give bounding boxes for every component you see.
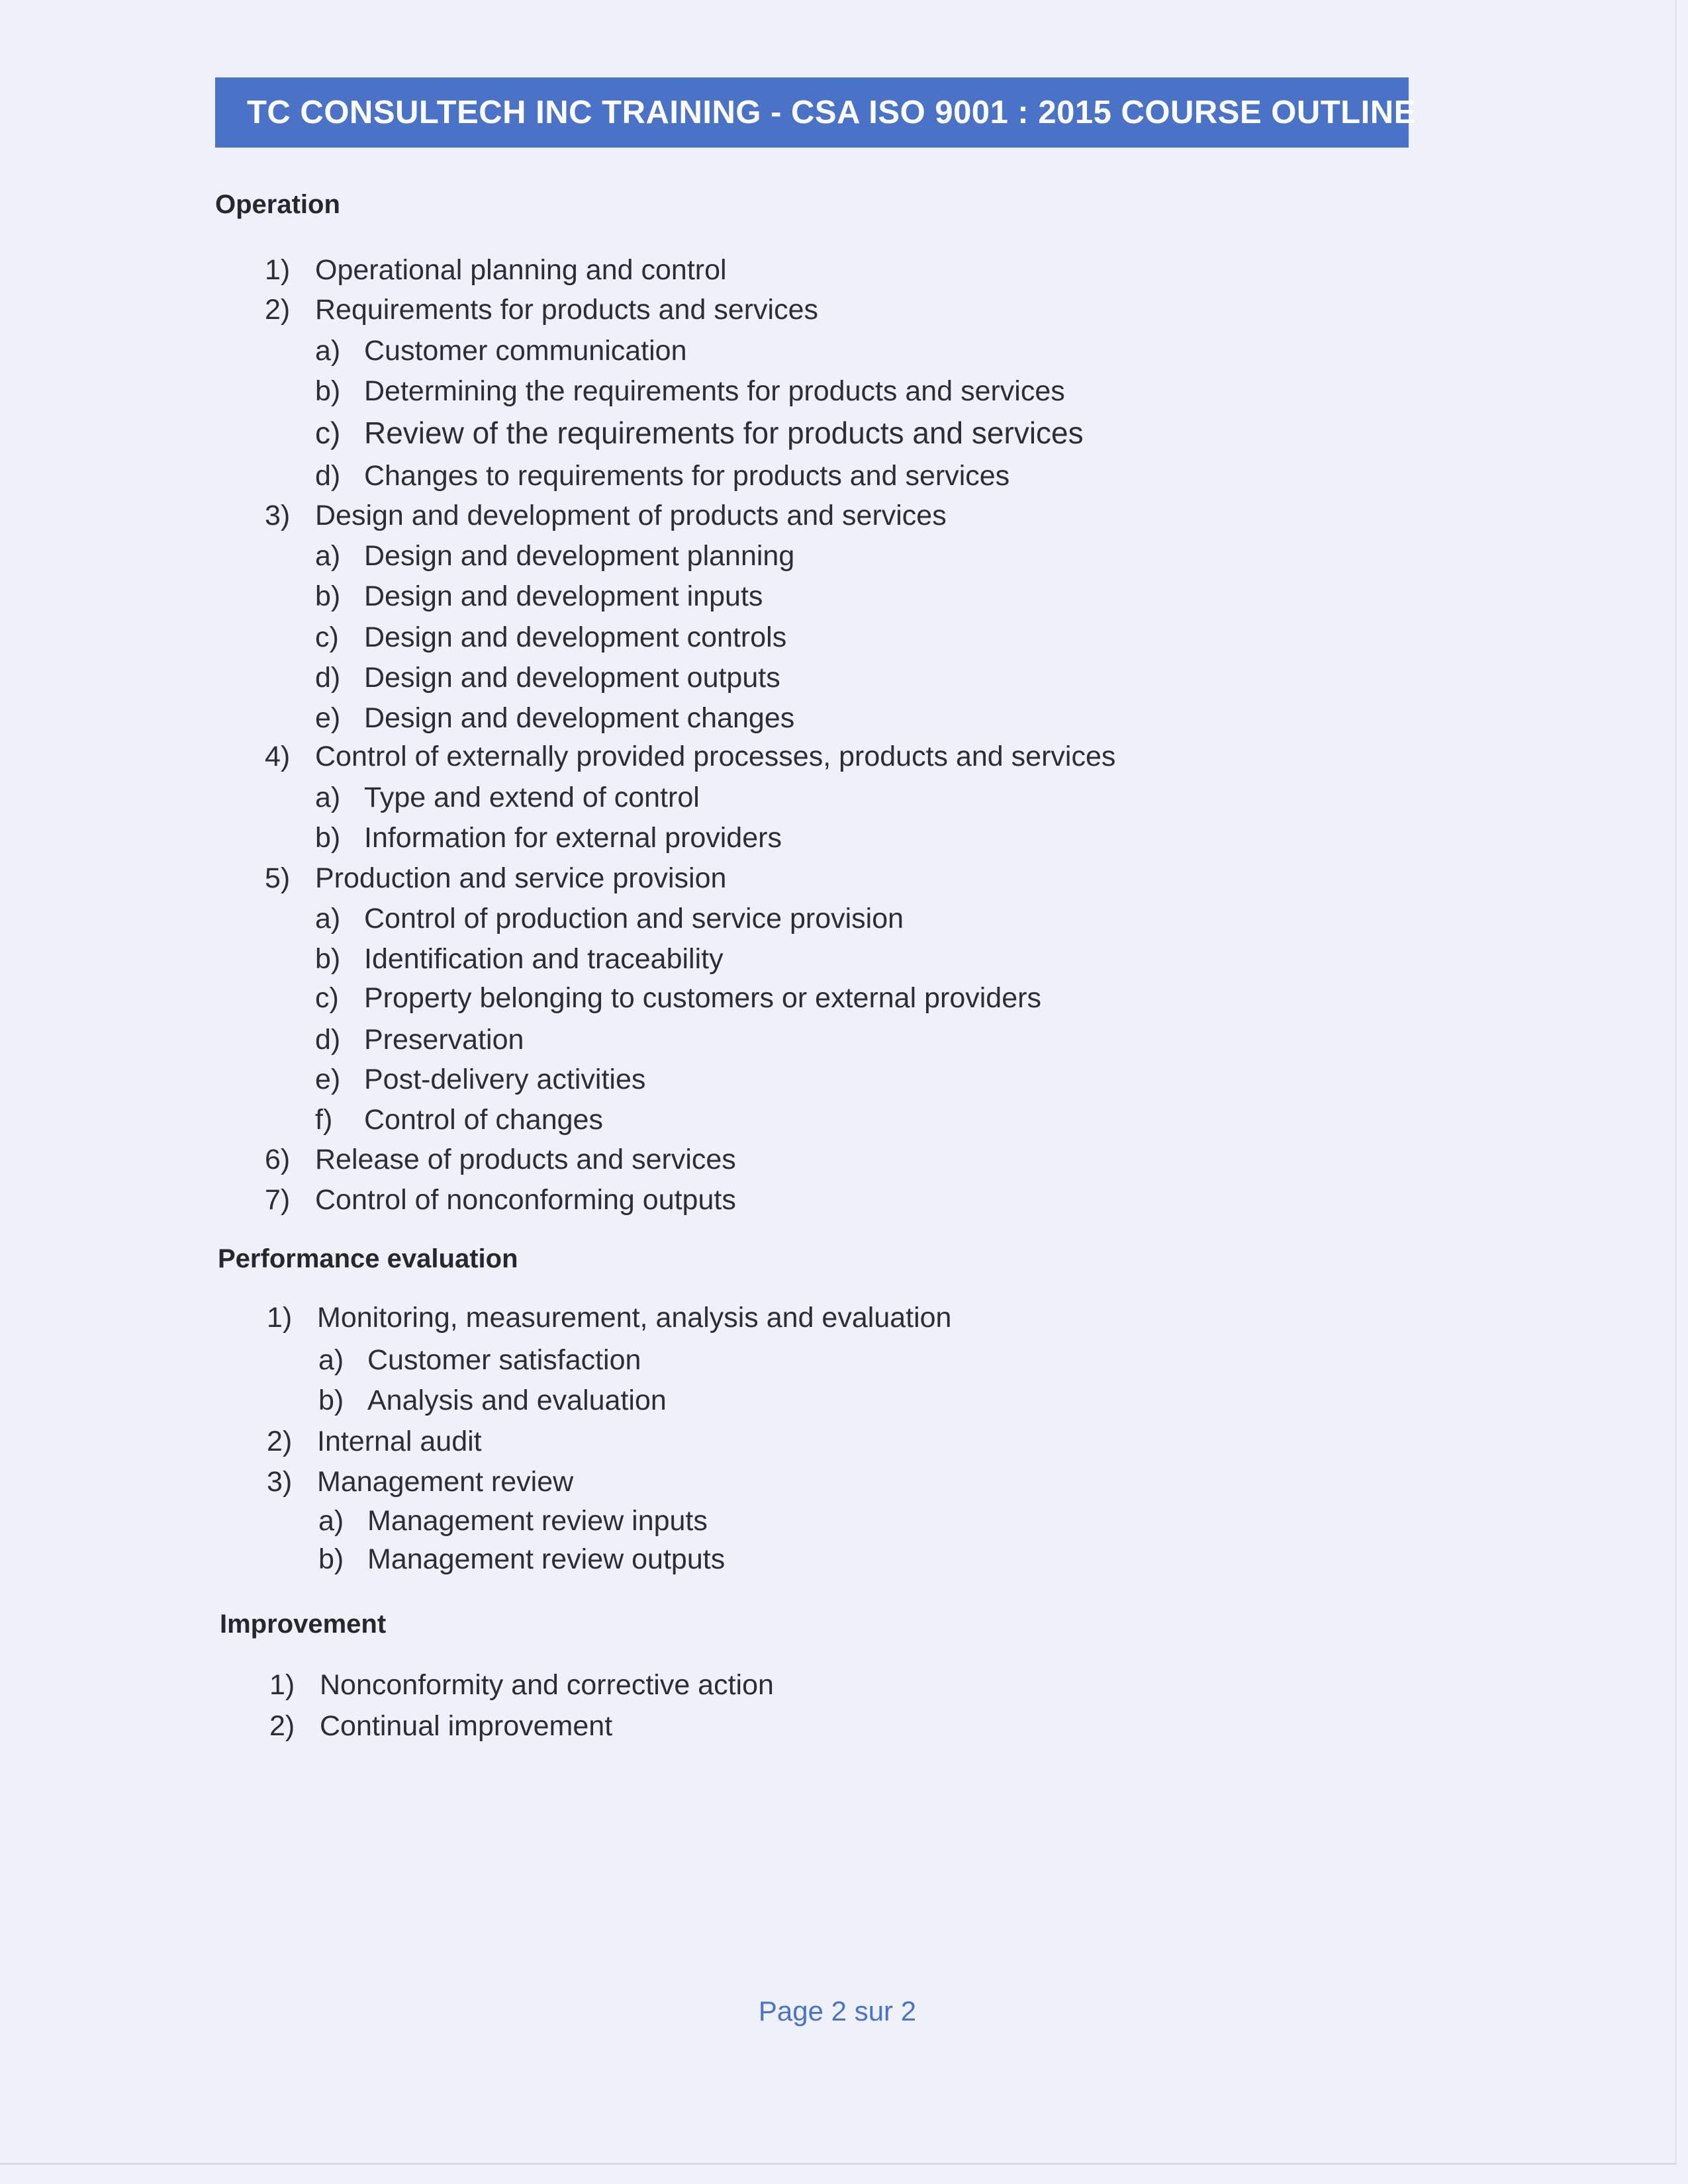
item-text: Management review (317, 1466, 574, 1498)
item-letter: d) (315, 662, 341, 694)
list-subitem (315, 780, 700, 815)
item-text: Determining the requirements for products and services (364, 375, 1065, 407)
item-text: Control of nonconforming outputs (315, 1184, 736, 1216)
item-text: Design and development of products and services (315, 500, 947, 531)
list-item (265, 293, 818, 327)
item-letter: b) (318, 1543, 344, 1575)
list-item (265, 861, 726, 895)
list-subitem (315, 660, 780, 695)
item-letter: e) (315, 702, 341, 734)
item-letter: a) (315, 903, 341, 934)
item-text: Monitoring, measurement, analysis and evaluation (317, 1302, 952, 1334)
list-subitem (315, 1023, 524, 1057)
list-subitem (315, 942, 724, 976)
item-text: Continual improvement (320, 1710, 613, 1742)
item-text: Design and development planning (364, 540, 795, 572)
item-letter: d) (315, 460, 341, 492)
item-number: 1) (265, 254, 291, 286)
item-text: Design and development outputs (364, 662, 780, 694)
list-item (265, 253, 727, 287)
item-text: Analysis and evaluation (367, 1385, 667, 1416)
list-subitem (315, 1103, 603, 1137)
list-item (265, 1183, 736, 1217)
list-subitem (318, 1504, 708, 1538)
item-number: 3) (267, 1466, 293, 1498)
item-number: 4) (265, 741, 291, 772)
list-item (269, 1709, 612, 1743)
item-letter: a) (315, 782, 341, 813)
page-number: Page 2 sur 2 (758, 1995, 917, 2026)
item-letter: a) (315, 540, 341, 572)
item-text: Identification and traceability (364, 943, 724, 975)
item-letter: a) (318, 1505, 344, 1537)
list-item (267, 1424, 482, 1459)
item-letter: c) (315, 621, 339, 653)
list-subitem (318, 1343, 641, 1377)
list-item (265, 739, 1115, 774)
item-letter: a) (318, 1344, 344, 1376)
list-subitem (315, 539, 794, 573)
item-text: Type and extend of control (364, 782, 700, 813)
item-text: Design and development inputs (364, 580, 763, 612)
item-text: Property belonging to customers or external providers (364, 982, 1041, 1014)
list-subitem (315, 620, 786, 655)
item-text: Operational planning and control (315, 254, 727, 286)
item-text: Preservation (364, 1024, 524, 1056)
list-item (267, 1465, 573, 1499)
item-text: Customer satisfaction (367, 1344, 641, 1376)
item-letter: c) (315, 982, 339, 1014)
item-letter: a) (315, 335, 341, 367)
item-letter: c) (315, 416, 341, 450)
list-subitem (315, 981, 1041, 1015)
section-heading-operation: Operation (215, 190, 340, 219)
item-letter: b) (315, 822, 341, 854)
item-text: Control of production and service provision (364, 903, 904, 934)
list-subitem (315, 416, 1084, 450)
list-item (265, 1142, 736, 1177)
list-item (267, 1300, 951, 1335)
item-text: Management review inputs (367, 1505, 708, 1537)
item-letter: e) (315, 1064, 341, 1095)
item-text: Nonconformity and corrective action (320, 1669, 774, 1701)
item-text: Post-delivery activities (364, 1064, 646, 1095)
header-banner (215, 77, 1416, 148)
list-subitem (318, 1542, 725, 1576)
list-subitem (315, 821, 782, 855)
item-number: 1) (267, 1302, 293, 1334)
list-subitem (315, 374, 1065, 408)
item-number: 2) (267, 1426, 293, 1457)
item-letter: b) (315, 943, 341, 975)
item-number: 2) (265, 294, 291, 326)
item-text: Design and development changes (364, 702, 795, 734)
item-text: Management review outputs (367, 1543, 726, 1575)
section-heading-improvement: Improvement (220, 1610, 387, 1639)
item-number: 5) (265, 862, 291, 894)
item-text: Requirements for products and services (315, 294, 819, 326)
item-text: Review of the requirements for products and services (364, 416, 1084, 450)
item-number: 2) (269, 1710, 295, 1742)
item-letter: b) (315, 375, 341, 407)
list-subitem (318, 1383, 667, 1418)
item-letter: b) (318, 1385, 344, 1416)
list-subitem (315, 701, 794, 735)
item-letter: f) (315, 1104, 333, 1136)
list-subitem (315, 334, 687, 368)
item-text: Design and development controls (364, 621, 787, 653)
list-subitem (315, 1062, 645, 1097)
list-item (269, 1668, 774, 1702)
item-letter: b) (315, 580, 341, 612)
item-text: Customer communication (364, 335, 687, 367)
item-text: Production and service provision (315, 862, 727, 894)
item-text: Release of products and services (315, 1144, 736, 1175)
item-text: Control of changes (364, 1104, 603, 1136)
item-text: Changes to requirements for products and services (364, 460, 1010, 492)
document-title: TC CONSULTECH INC TRAINING - CSA ISO 9001 : 2015 COURSE OUTLINE (247, 95, 1416, 130)
item-number: 3) (265, 500, 291, 531)
list-subitem (315, 459, 1009, 493)
section-heading-performance-evaluation: Performance evaluation (218, 1244, 518, 1273)
list-subitem (315, 579, 763, 614)
item-number: 7) (265, 1184, 291, 1216)
item-letter: d) (315, 1024, 341, 1056)
list-subitem (315, 901, 904, 936)
item-number: 1) (269, 1669, 295, 1701)
item-text: Internal audit (317, 1426, 482, 1457)
list-item (265, 498, 947, 533)
item-number: 6) (265, 1144, 291, 1175)
item-text: Information for external providers (364, 822, 782, 854)
item-text: Control of externally provided processes, products and services (315, 741, 1116, 772)
